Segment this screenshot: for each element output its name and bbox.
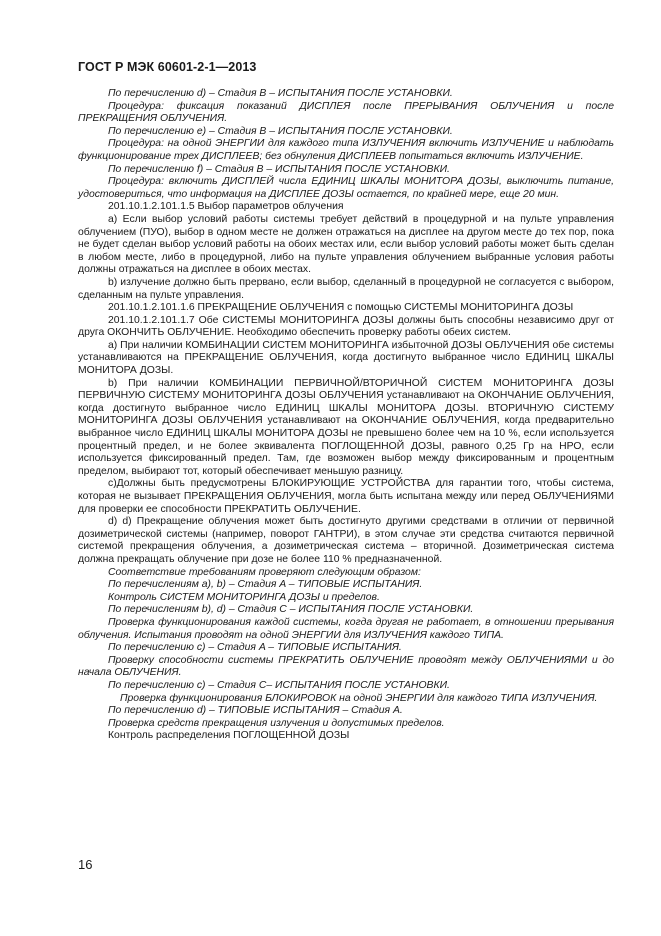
paragraph: d) d) Прекращение облучения может быть достигнуто другими средствами в отличии от первичной дозиметрической системы (например, поворот ГАНТРИ), в этом случае эти средства считаются первичной системой прекращения облучения, а дозиметрическая система – вторичной. Дозиметрическая система должна прекращать облучение при дозе не более 110 % предназначенной. — [78, 516, 614, 565]
paragraph: По перечислению e) – Стадия B – ИСПЫТАНИЯ ПОСЛЕ УСТАНОВКИ. — [108, 125, 453, 137]
paragraph: Проверку способности системы ПРЕКРАТИТЬ ОБЛУЧЕНИЕ проводят между ОБЛУЧЕНИЯМИ и до начала ОБЛУЧЕНИЯ. — [78, 654, 614, 679]
paragraph: По перечислению f) – Стадия B – ИСПЫТАНИЯ ПОСЛЕ УСТАНОВКИ. — [108, 163, 450, 175]
paragraph: Соответствие требованиям проверяют следующим образом: — [108, 566, 421, 578]
paragraph: Проверка функционирования БЛОКИРОВОК на одной ЭНЕРГИИ для каждого ТИПА ИЗЛУЧЕНИЯ. — [120, 692, 598, 704]
paragraph: Проверка функционирования каждой системы, когда другая не работает, в отношении прерывания облучения. Испытания проводят на одной ЭНЕРГИИ для ИЗЛУЧЕНИЯ каждого ТИПА. — [78, 616, 614, 641]
paragraph: Контроль распределения ПОГЛОЩЕННОЙ ДОЗЫ — [108, 730, 350, 742]
paragraph: Проверка средств прекращения излучения и допустимых пределов. — [108, 717, 445, 729]
paragraph: a) При наличии КОМБИНАЦИИ СИСТЕМ МОНИТОРИНГА избыточной ДОЗЫ ОБЛУЧЕНИЯ обе системы устанавливаются на ПРЕКРАЩЕНИЕ ОБЛУЧЕНИЯ, когда достигнуто выбранное число ЕДИНИЦ ШКАЛЫ МОНИТОРА ДОЗЫ. — [78, 339, 614, 377]
paragraph: По перечислению d) – ТИПОВЫЕ ИСПЫТАНИЯ – Стадия A. — [108, 705, 403, 717]
paragraph: По перечислению c) – Стадия C– ИСПЫТАНИЯ ПОСЛЕ УСТАНОВКИ. — [108, 679, 450, 691]
paragraph: c)Должны быть предусмотрены БЛОКИРУЮЩИЕ УСТРОЙСТВА для гарантии того, чтобы система, которая не вызывает ПРЕКРАЩЕНИЯ ОБЛУЧЕНИЯ, могла быть испытана между или перед ОБЛУЧЕНИЯМИ для проверки ее способности ПРЕКРАТИТЬ ОБЛУЧЕНИЕ. — [78, 478, 614, 515]
document-header: ГОСТ Р МЭК 60601-2-1—2013 — [78, 60, 257, 74]
paragraph: 201.10.1.2.101.1.5 Выбор параметров облучения — [108, 201, 344, 213]
paragraph: b) излучение должно быть прервано, если выбор, сделанный в процедурной не согласуется с выбором, сделанным на пульте управления. — [78, 276, 614, 301]
page-number: 16 — [78, 857, 93, 872]
paragraph: Процедура: фиксация показаний ДИСПЛЕЯ после ПРЕРЫВАНИЯ ОБЛУЧЕНИЯ и после ПРЕКРАЩЕНИЯ ОБЛУЧЕНИЯ. — [78, 100, 614, 125]
paragraph: По перечислению d) – Стадия B – ИСПЫТАНИЯ ПОСЛЕ УСТАНОВКИ. — [108, 88, 453, 99]
paragraph: a) Если выбор условий работы системы требует действий в процедурной и на пульте управления облучением (ПУО), выбор в одном месте не должен отражаться на дисплее на другом месте до тех пор, пока не будет сделан выбор условий работы на обоих местах или, если выбор условий работы может быть сделан в любом месте, либо в процедурной, либо на пульте управления облучением выбранные условия работы должны отражаться на дисплее в обоих местах. — [78, 213, 614, 276]
paragraph: По перечислению c) – Стадия A – ТИПОВЫЕ ИСПЫТАНИЯ. — [108, 642, 402, 654]
paragraph: b) При наличии КОМБИНАЦИИ ПЕРВИЧНОЙ/ВТОРИЧНОЙ СИСТЕМ МОНИТОРИНГА ДОЗЫ ПЕРВИЧНУЮ СИСТЕМУ МОНИТОРИНГА ДОЗЫ ОБЛУЧЕНИЯ устанавливают на ОКОНЧАНИЕ ОБЛУЧЕНИЯ, когда достигнуто выбранное число ЕДИНИЦ ШКАЛЫ МОНИТОРА ДОЗЫ. ВТОРИЧНУЮ СИСТЕМУ МОНИТОРИНГА ДОЗЫ ОБЛУЧЕНИЯ устанавливают на ОКОНЧАНИЕ ОБЛУЧЕНИЯ, когда предварительно выбранное число ЕДИНИЦ ШКАЛЫ МОНИТОРА ДОЗЫ не превышено более чем на 10 %, если используется процентный предел, и не более эквивалента ПОГЛОЩЕННОЙ ДОЗЫ, равного 0,25 Гр на НРО, если используется фиксированный предел. Там, где возможен выбор между фиксированным и процентным пределом, выбирают тот, который обеспечивает меньшую разницу. — [78, 377, 614, 477]
paragraph: По перечислениям b), d) – Стадия C – ИСПЫТАНИЯ ПОСЛЕ УСТАНОВКИ. — [108, 604, 474, 616]
paragraph: 201.10.1.2.101.1.7 Обе СИСТЕМЫ МОНИТОРИНГА ДОЗЫ должны быть способны независимо друг от друга ОКОНЧИТЬ ОБЛУЧЕНИЕ. Необходимо обеспечить проверку работы обеих систем. — [78, 314, 614, 339]
paragraph: Процедура: на одной ЭНЕРГИИ для каждого типа ИЗЛУЧЕНИЯ включить ИЗЛУЧЕНИЕ и наблюдать функционирование трех ДИСПЛЕЕВ; без обнуления ДИСПЛЕЕВ попытаться включить ИЗЛУЧЕНИЕ. — [78, 138, 614, 162]
document-body — [78, 88, 614, 743]
paragraph: Процедура: включить ДИСПЛЕЙ числа ЕДИНИЦ ШКАЛЫ МОНИТОРА ДОЗЫ, выключить питание, удостовериться, что информация на ДИСПЛЕЕ ДОЗЫ остается, по крайней мере, еще 20 мин. — [78, 176, 614, 200]
paragraph: 201.10.1.2.101.1.6 ПРЕКРАЩЕНИЕ ОБЛУЧЕНИЯ с помощью СИСТЕМЫ МОНИТОРИНГА ДОЗЫ — [108, 302, 574, 314]
paragraph: По перечислениям a), b) – Стадия A – ТИПОВЫЕ ИСПЫТАНИЯ. — [108, 579, 423, 591]
paragraph: Контроль СИСТЕМ МОНИТОРИНГА ДОЗЫ и пределов. — [108, 591, 380, 603]
